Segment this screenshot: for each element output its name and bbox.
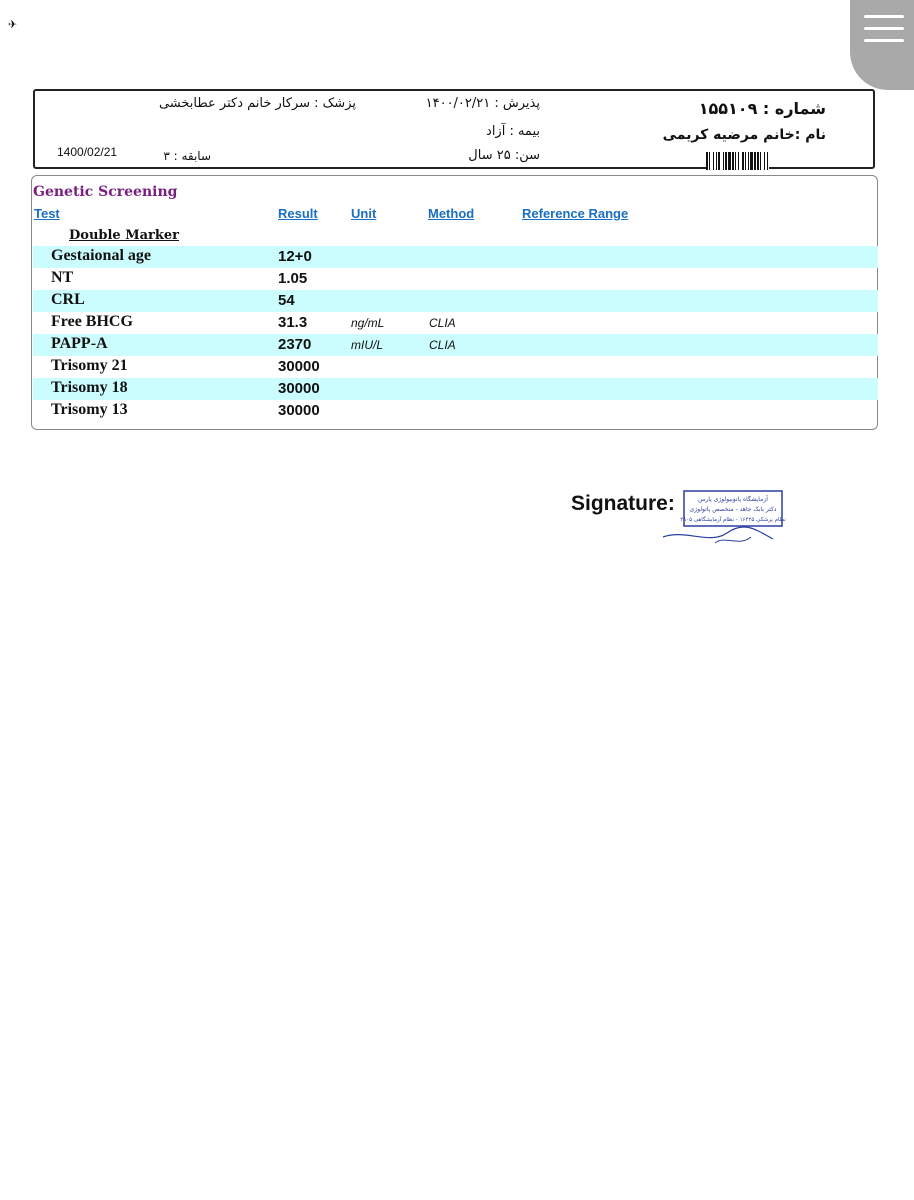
test-method: CLIA [429,316,456,330]
barcode-bar [768,152,769,170]
test-name: NT [51,269,74,286]
test-name: Trisomy 13 [51,401,128,418]
stamp-line: دکتر بابک جاهد - متخصص پاتولوژی [689,506,777,513]
stamp-icon [655,485,787,551]
test-method: CLIA [429,338,456,352]
test-result: 12+0 [278,248,312,265]
subsection-title: Double Marker [69,228,180,243]
test-result: 1.05 [278,270,308,287]
history-count: سابقه : ۳ [163,149,211,163]
insurance-type: بیمه : آزاد [486,124,540,139]
section-title: Genetic Screening [33,184,178,200]
test-unit: ng/mL [351,316,385,330]
test-result: 54 [278,292,295,309]
test-result: 30000 [278,380,320,397]
doctor-name: پزشک : سرکار خانم دکتر عطابخشی [158,96,356,111]
column-header-reference[interactable]: Reference Range [522,206,629,221]
menu-bar [864,39,904,42]
table-row [33,312,878,334]
hamburger-menu-icon[interactable] [850,0,914,90]
handwritten-signature [663,527,773,539]
test-result: 30000 [278,402,320,419]
notification-icon: ✈ [8,18,18,31]
test-name: Gestaional age [51,247,151,264]
record-number: شماره : ۱۵۵۱۰۹ [698,99,826,118]
admission-date: پذیرش : ۱۴۰۰/۰۲/۲۱ [425,96,540,111]
test-name: PAPP-A [51,335,108,352]
patient-name: نام :خانم مرضیه کریمی [662,127,826,143]
test-result: 31.3 [278,314,308,331]
test-result: 30000 [278,358,320,375]
test-name: CRL [51,291,85,308]
stamp-line: نظام پزشکی ۱۶۴۲۵ - نظام آزمایشگاهی ۲۸۰۵ [680,517,786,523]
handwritten-signature [715,537,751,543]
test-unit: mIU/L [351,338,384,352]
patient-age: سن: ۲۵ سال [468,148,540,163]
test-name: Trisomy 21 [51,357,128,374]
barcode [706,152,826,170]
column-header-unit[interactable]: Unit [351,206,377,221]
test-name: Free BHCG [51,313,133,330]
signature-label: Signature: [571,492,675,515]
table-row [33,246,878,268]
column-header-test[interactable]: Test [34,206,60,221]
table-row [33,400,878,422]
test-name: Trisomy 18 [51,379,128,396]
stamp-line: آزمایشگاه پاتوبیولوژی پارس [698,496,768,503]
menu-bar [864,27,904,30]
menu-bar [864,15,904,18]
column-header-method[interactable]: Method [428,206,475,221]
table-row [33,268,878,290]
table-row [33,290,878,312]
column-header-result[interactable]: Result [278,206,318,221]
table-row [33,378,878,400]
report-date: 1400/02/21 [57,145,118,159]
table-row [33,334,878,356]
table-row [33,356,878,378]
test-result: 2370 [278,336,312,353]
